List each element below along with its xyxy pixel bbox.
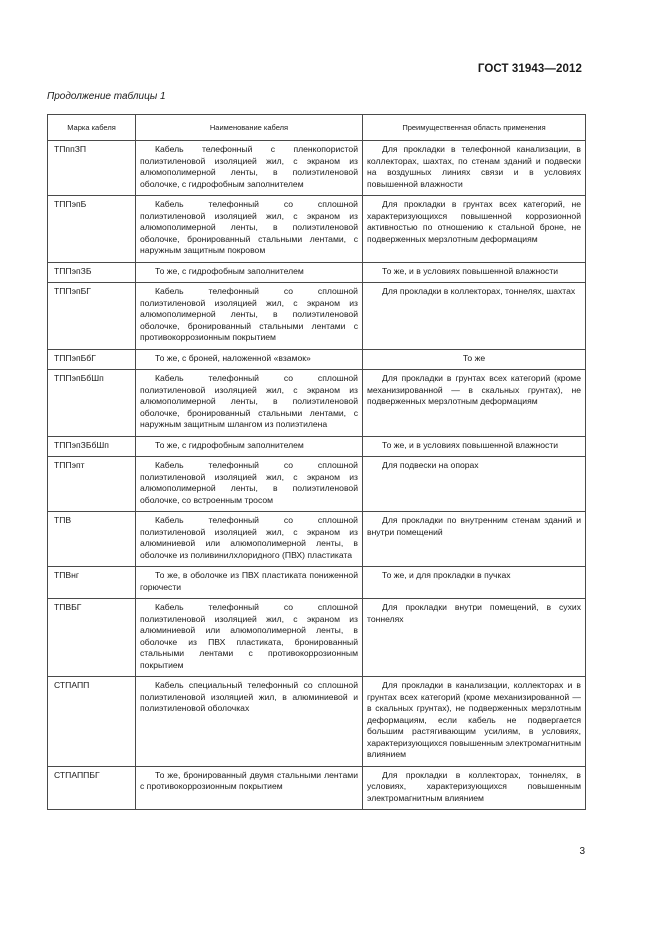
cable-mark-cell: ТПппЗП (48, 141, 136, 196)
cable-name-cell: Кабель телефонный с пленкопористой полиэтиленовой изоляцией жил, с экраном из алюмополимерной ленты, в полиэтиленовой оболочке, с гидрофобным заполнителем (136, 141, 363, 196)
application-area-cell: То же, и в условиях повышенной влажности (363, 436, 586, 457)
cable-name-cell: Кабель телефонный со сплошной полиэтиленовой изоляцией жил, с экраном из алюминиевой или алюмополимерной ленты, в оболочке из ПВХ пластиката, бронированный стальными лентами с противокоррозионным покрытием (136, 599, 363, 677)
table-row (48, 512, 586, 567)
application-area-cell: Для прокладки внутри помещений, в сухих тоннелях (363, 599, 586, 677)
table-row (48, 567, 586, 599)
table-row (48, 766, 586, 810)
application-area-cell: Для прокладки в коллекторах, тоннелях, шахтах (363, 283, 586, 350)
table-caption: Продолжение таблицы 1 (47, 91, 166, 102)
application-area-cell: Для прокладки по внутренним стенам зданий и внутри помещений (363, 512, 586, 567)
cable-mark-cell: ТППэпБбШп (48, 370, 136, 437)
table-body (48, 141, 586, 810)
header-mark: Марка кабеля (48, 115, 136, 141)
cable-mark-cell: СТПАПП (48, 677, 136, 767)
table-row (48, 677, 586, 767)
cable-name-cell: То же, в оболочке из ПВХ пластиката пониженной горючести (136, 567, 363, 599)
table-row (48, 349, 586, 370)
cable-mark-cell: ТППэпт (48, 457, 136, 512)
table-header-row (48, 115, 586, 141)
table-row (48, 457, 586, 512)
header-name: Наименование кабеля (136, 115, 363, 141)
cable-name-cell: То же, бронированный двумя стальными лентами с противокоррозионным покрытием (136, 766, 363, 810)
cable-mark-cell: СТПАППБГ (48, 766, 136, 810)
cable-name-cell: То же, с гидрофобным заполнителем (136, 436, 363, 457)
cable-mark-cell: ТППэпБ (48, 196, 136, 263)
application-area-cell: То же (363, 349, 586, 370)
cable-name-cell: Кабель телефонный со сплошной полиэтиленовой изоляцией жил, с экраном из алюмополимерной ленты, в полиэтиленовой оболочке, бронированный стальными лентами, с наружным защитным покровом (136, 196, 363, 263)
table-row (48, 283, 586, 350)
cable-name-cell: Кабель специальный телефонный со сплошной полиэтиленовой изоляцией жил, в алюминиевой и полиэтиленовой оболочках (136, 677, 363, 767)
application-area-cell: Для прокладки в грунтах всех категорий (кроме механизированной — в скальных грунтах), не подверженных мерзлотным деформациям (363, 370, 586, 437)
cable-name-cell: Кабель телефонный со сплошной полиэтиленовой изоляцией жил, с экраном из алюмополимерной ленты, в полиэтиленовой оболочке, бронированный стальными лентами с противокоррозионным покрытием (136, 283, 363, 350)
application-area-cell: Для прокладки в канализации, коллекторах и в грунтах всех категорий (кроме механизированной — в скальных грунтах), не подверженных мерзлотным деформациям, если кабель не подвергается большим растягивающим усилиям, в условиях, характеризующихся повышенным электромагнитным влиянием (363, 677, 586, 767)
application-area-cell: То же, и для прокладки в пучках (363, 567, 586, 599)
cable-mark-cell: ТППэпБбГ (48, 349, 136, 370)
table-row (48, 141, 586, 196)
header-use: Преимущественная область применения (363, 115, 586, 141)
table-row (48, 262, 586, 283)
table-row (48, 196, 586, 263)
application-area-cell: Для подвески на опорах (363, 457, 586, 512)
table-row (48, 599, 586, 677)
table-row (48, 436, 586, 457)
cable-name-cell: То же, с броней, наложенной «взамок» (136, 349, 363, 370)
cable-table (47, 114, 586, 810)
application-area-cell: Для прокладки в грунтах всех категорий, не характеризующихся повышенной коррозионной активностью по отношению к стальной броне, не подверженных мерзлотным деформациям (363, 196, 586, 263)
application-area-cell: То же, и в условиях повышенной влажности (363, 262, 586, 283)
cable-mark-cell: ТППэпБГ (48, 283, 136, 350)
cable-name-cell: То же, с гидрофобным заполнителем (136, 262, 363, 283)
page-number: 3 (579, 846, 585, 857)
standard-number: ГОСТ 31943—2012 (477, 63, 582, 75)
table-row (48, 370, 586, 437)
cable-mark-cell: ТПВнг (48, 567, 136, 599)
application-area-cell: Для прокладки в коллекторах, тоннелях, в условиях, характеризующихся повышенным электромагнитным влиянием (363, 766, 586, 810)
cable-mark-cell: ТППэпЗБ (48, 262, 136, 283)
cable-mark-cell: ТПВ (48, 512, 136, 567)
cable-name-cell: Кабель телефонный со сплошной полиэтиленовой изоляцией жил, с экраном из алюмополимерной ленты, в полиэтиленовой оболочке, со встроенным тросом (136, 457, 363, 512)
cable-mark-cell: ТППэпЗБбШп (48, 436, 136, 457)
application-area-cell: Для прокладки в телефонной канализации, в коллекторах, шахтах, по стенам зданий и подвески на воздушных линиях связи и в условиях повышенной влажности (363, 141, 586, 196)
cable-name-cell: Кабель телефонный со сплошной полиэтиленовой изоляцией жил, с экраном из алюмополимерной ленты, в полиэтиленовой оболочке, бронированный стальными лентами, с наружным защитным шлангом из полиэтилена (136, 370, 363, 437)
cable-mark-cell: ТПВБГ (48, 599, 136, 677)
cable-name-cell: Кабель телефонный со сплошной полиэтиленовой изоляцией жил, с экраном из алюминиевой или алюмополимерной ленты, в оболочке из поливинилхлоридного (ПВХ) пластиката (136, 512, 363, 567)
